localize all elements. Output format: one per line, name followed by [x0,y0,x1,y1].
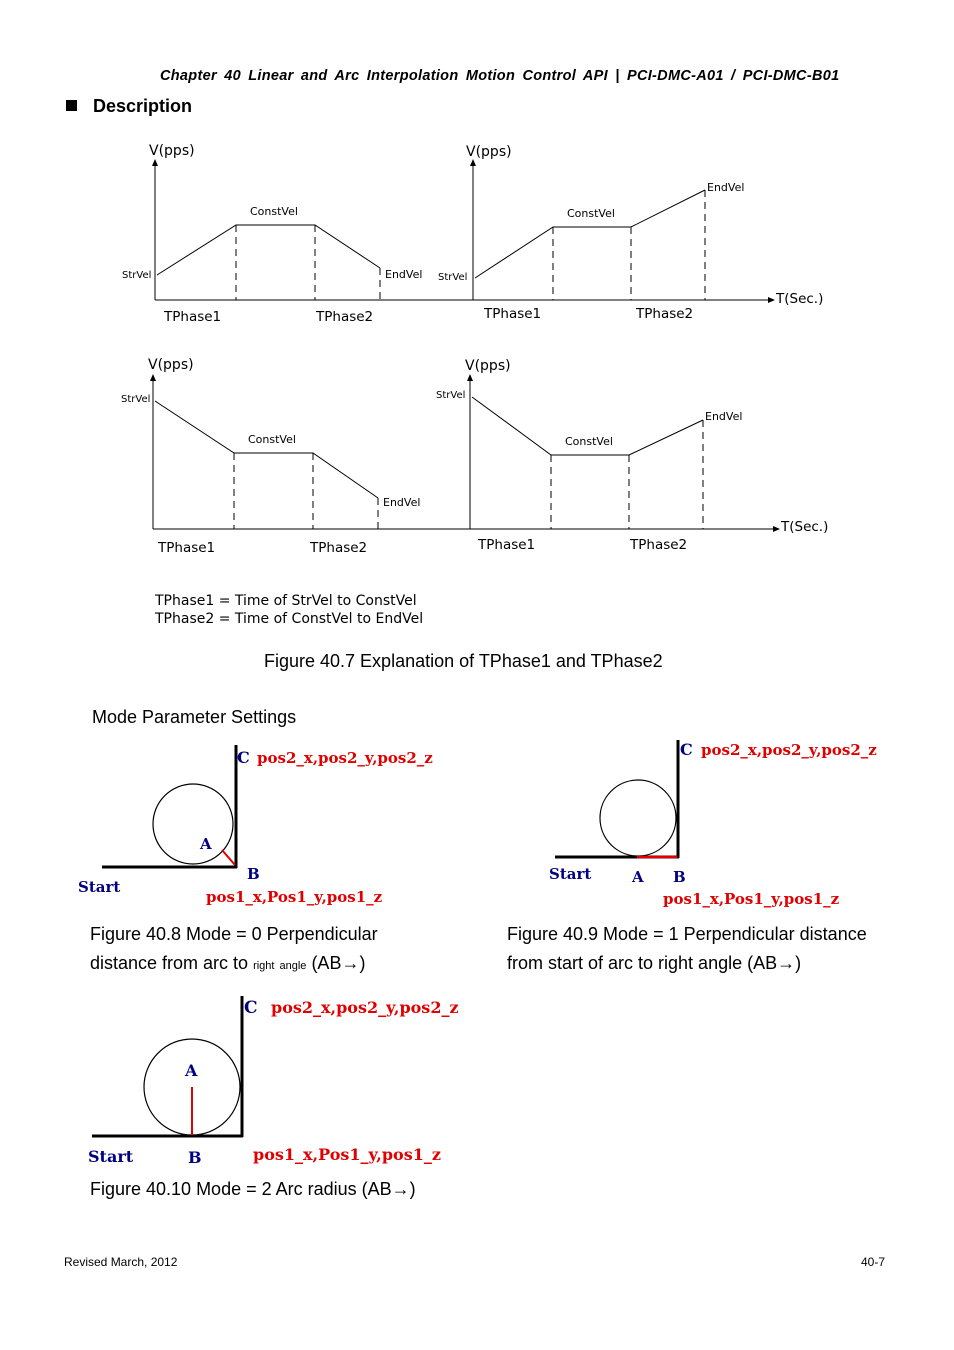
profile-panel-3 [153,377,470,529]
constvel-label: ConstVel [567,207,615,220]
point-b-label: B [673,868,686,886]
mode-settings-title: Mode Parameter Settings [92,707,297,727]
point-c-label: C [680,740,693,759]
y-axis-label: V(pps) [465,358,511,374]
figure-40-10-caption: Figure 40.10 Mode = 2 Arc radius (AB→) [90,1179,416,1199]
figure-40-9-diagram [549,740,877,908]
point-a-label: A [185,1061,198,1080]
pos2-label: pos2_x,pos2_y,pos2_z [271,998,459,1017]
figure-40-10-diagram [88,996,459,1167]
page-header: Chapter 40 Linear and Arc Interpolation Motion Control API | PCI-DMC-A01 / PCI-DMC-B01 [160,68,840,84]
constvel-label: ConstVel [565,435,613,448]
y-axis-label: V(pps) [149,143,195,159]
point-b-label: B [247,865,260,883]
caption-ab-arrow: (AB→) [311,953,366,973]
endvel-label: EndVel [383,496,421,509]
pos1-label: pos1_x,Pos1_y,pos1_z [663,890,840,908]
strvel-label: StrVel [122,270,152,281]
y-axis-label: V(pps) [466,144,512,160]
point-a-label: A [632,868,644,886]
x-axis-label: T(Sec.) [781,519,829,535]
figure-40-9-caption-line2: from start of arc to right angle (AB→) [507,953,802,973]
tphase1-label: TPhase1 [484,306,542,322]
figure-40-8-diagram [78,745,433,906]
profile-panel-4 [470,377,777,529]
endvel-label: EndVel [705,410,743,423]
strvel-label: StrVel [121,394,151,405]
tphase2-definition: TPhase2 = Time of ConstVel to EndVel [155,611,424,627]
tphase2-label: TPhase2 [636,306,694,322]
pos1-label: pos1_x,Pos1_y,pos1_z [253,1145,441,1164]
footer-page-number: 40-7 [861,1255,886,1269]
figure-40-9-caption-line1: Figure 40.9 Mode = 1 Perpendicular distance [507,924,867,944]
figure-40-8-caption-line2 [90,953,365,974]
point-c-label: C [237,748,250,767]
arc-mode-figures [0,730,954,1170]
caption-small-right: right [253,960,275,972]
constvel-label: ConstVel [248,433,296,446]
tphase1-label: TPhase1 [478,537,536,553]
tphase2-label: TPhase2 [316,309,374,325]
tphase2-label: TPhase2 [310,540,368,556]
x-axis-label: T(Sec.) [776,291,824,307]
velocity-profile-figure [0,0,954,640]
caption-small-angle: angle [279,960,307,972]
profile-panel-1 [155,162,472,300]
pos2-label: pos2_x,pos2_y,pos2_z [701,741,877,759]
figure-40-8-caption-line1: Figure 40.8 Mode = 0 Perpendicular [90,924,378,944]
pos2-label: pos2_x,pos2_y,pos2_z [257,749,433,767]
tphase2-label: TPhase2 [630,537,688,553]
tphase1-label: TPhase1 [158,540,216,556]
endvel-label: EndVel [385,268,423,281]
velocity-curve [157,225,380,275]
start-label: Start [549,865,592,883]
section-title-text: Description [93,96,193,116]
footer-revision: Revised March, 2012 [64,1255,178,1269]
strvel-label: StrVel [438,272,468,283]
figure-40-7-caption: Figure 40.7 Explanation of TPhase1 and TPhase2 [264,651,663,671]
pos1-label: pos1_x,Pos1_y,pos1_z [206,888,383,906]
point-c-label: C [244,998,258,1018]
start-label: Start [78,878,121,896]
strvel-label: StrVel [436,390,466,401]
caption-text: distance from arc to [90,953,249,973]
point-b-label: B [188,1148,202,1167]
tphase1-label: TPhase1 [164,309,222,325]
start-label: Start [88,1147,134,1166]
y-axis-label: V(pps) [148,357,194,373]
point-a-label: A [200,835,212,853]
endvel-label: EndVel [707,181,745,194]
tphase1-definition: TPhase1 = Time of StrVel to ConstVel [155,593,417,609]
constvel-label: ConstVel [250,205,298,218]
